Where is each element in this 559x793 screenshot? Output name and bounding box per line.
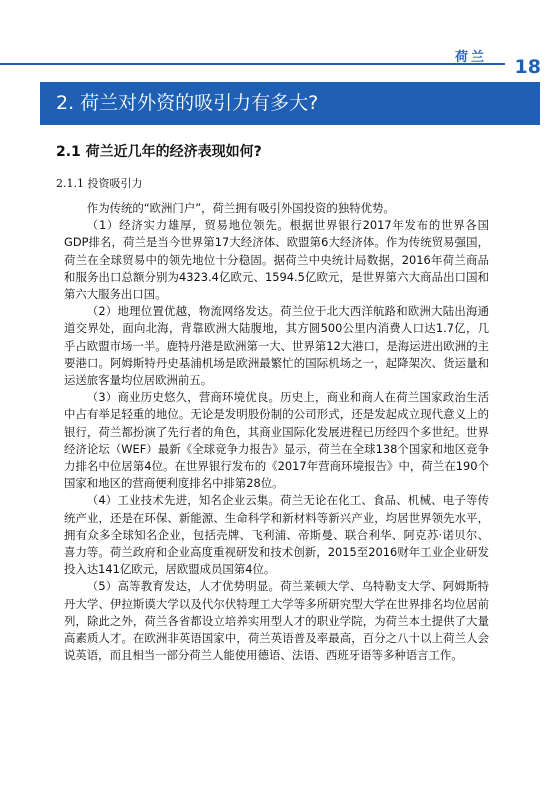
paragraph-1-economy: （1）经济实力雄厚，贸易地位领先。根据世界银行2017年发布的世界各国GDP排名，荷兰是当今世界第17大经济体、欧盟第6大经济体。作为传统贸易强国，荷兰在全球贸易中的领先地位十分稳固。据荷兰中央统计局数据，2016年荷兰商品和服务出口总额分别为4323.4亿欧元、1594.5亿欧元，是世界第六大商品出口国和第六大服务出口国。 xyxy=(64,218,489,302)
body-text xyxy=(64,200,489,664)
paragraph-intro: 作为传统的“欧洲门户”，荷兰拥有吸引外国投资的独特优势。 xyxy=(86,201,395,215)
paragraph-2-location: （2）地理位置优越，物流网络发达。荷兰位于北大西洋航路和欧洲大陆出海通道交界处，面向北海，背靠欧洲大陆腹地，其方圆500公里内消费人口达1.7亿，几乎占欧盟市场一半。鹿特丹港是欧洲第一大、世界第12大港口，是海运进出欧洲的主要港口。阿姆斯特丹史基浦机场是欧洲最繁忙的国际机场之一，起降架次、货运量和运送旅客量均位居欧洲前五。 xyxy=(64,304,489,388)
paragraph-3-business: （3）商业历史悠久，营商环境优良。历史上，商业和商人在荷兰国家政治生活中占有举足轻重的地位。无论是发明股份制的公司形式，还是发起成立现代意义上的银行，荷兰都扮演了先行者的角色，其商业国际化发展进程已历经四个多世纪。世界经济论坛（WEF）最新《全球竞争力报告》显示，荷兰在全球138个国家和地区竞争力排名中位居第4位。在世界银行发布的《2017年营商环境报告》中，荷兰在190个国家和地区的营商便利度排名中排第28位。 xyxy=(64,390,489,491)
page-number: 18 xyxy=(514,56,541,78)
header-rule xyxy=(0,63,505,65)
subsection-title: 2.1.1 投资吸引力 xyxy=(56,177,143,190)
paragraph-5-education: （5）高等教育发达，人才优势明显。荷兰莱顿大学、乌特勒支大学、阿姆斯特丹大学、伊拉斯谟大学以及代尔伏特理工大学等多所研究型大学在世界排名均位居前列，除此之外，荷兰各省都设立培养实用型人才的职业学院，为荷兰本土提供了大量高素质人才。在欧洲非英语国家中，荷兰英语普及率最高，百分之八十以上荷兰人会说英语，而且相当一部分荷兰人能使用德语、法语、西班牙语等多种语言工作。 xyxy=(64,579,489,663)
running-header-country: 荷兰 xyxy=(454,50,487,65)
section-title: 2.1 荷兰近几年的经济表现如何? xyxy=(56,144,262,160)
chapter-title: 2. 荷兰对外资的吸引力有多大? xyxy=(56,92,319,114)
paragraph-4-industry: （4）工业技术先进，知名企业云集。荷兰无论在化工、食品、机械、电子等传统产业，还是在环保、新能源、生命科学和新材料等新兴产业，均居世界领先水平，拥有众多全球知名企业，包括壳牌、飞利浦、帝斯曼、联合利华、阿克苏·诺贝尔、喜力等。荷兰政府和企业高度重视研发和技术创新，2015至2016财年工业企业研发投入达141亿欧元，居欧盟成员国第4位。 xyxy=(64,493,489,577)
